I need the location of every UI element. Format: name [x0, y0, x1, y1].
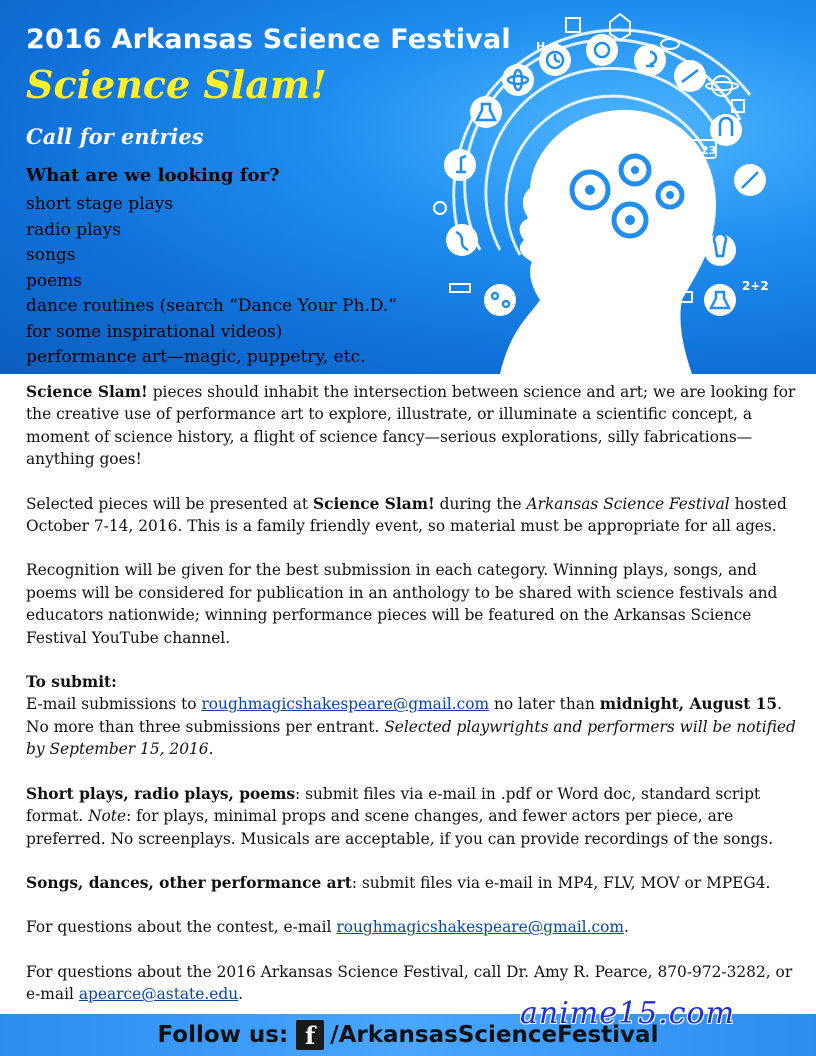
follow-us-label: Follow us:: [157, 1022, 289, 1048]
entry-types-list: [26, 192, 397, 371]
festival-name-italic: Arkansas Science Festival: [526, 494, 730, 513]
lightbulb-icon: [634, 44, 666, 76]
body-copy: [26, 381, 802, 1028]
facebook-icon[interactable]: f: [296, 1020, 324, 1050]
submit-text: E-mail submissions to: [26, 695, 202, 714]
list-item: performance art—magic, puppetry, etc.: [26, 347, 366, 367]
submit-paragraph: [26, 693, 802, 760]
looking-for-heading: What are we looking for?: [26, 165, 280, 186]
hexagon-icon: [610, 14, 630, 40]
head-silhouette: [500, 110, 716, 374]
plays-paragraph: [26, 783, 802, 850]
period: .: [238, 985, 244, 1004]
lightbulb-icon: [704, 234, 736, 266]
songs-text: : submit files via e-mail in MP4, FLV, MOV or MPEG4.: [351, 873, 771, 892]
list-item: songs: [26, 245, 76, 265]
contest-questions-paragraph: [26, 916, 802, 938]
festival-title: 2016 Arkansas Science Festival: [26, 24, 511, 55]
disc-icon: [661, 39, 679, 49]
sum-label: 2+2: [742, 279, 769, 293]
plays-text: : submit files via e-mail in .pdf or Word doc, standard script format.: [26, 784, 761, 826]
science-slam-bold: Science Slam!: [312, 494, 435, 513]
presentation-text: during the: [434, 494, 527, 513]
flask-icon: [470, 96, 502, 128]
submission-email-link[interactable]: roughmagicshakespeare@gmail.com: [201, 695, 490, 714]
notification-note: Selected playwrights and performers will be notified by September 15, 2016.: [26, 717, 796, 759]
contest-questions-text: For questions about the contest, e-mail: [26, 918, 337, 937]
submit-text: . No more than three submissions per entrant.: [26, 695, 782, 736]
presentation-text: hosted October 7-14, 2016. This is a family friendly event, so material must be appropriate for all ages.: [26, 494, 787, 536]
presentation-text: Selected pieces will be presented at: [26, 494, 313, 513]
target-icon: [434, 202, 446, 214]
science-slam-title: Science Slam!: [26, 62, 327, 107]
note-label: Note: [88, 807, 127, 826]
songs-lead: Songs, dances, other performance art: [26, 873, 352, 892]
to-submit-heading: To submit:: [26, 673, 117, 692]
science-head-illustration: [420, 0, 816, 374]
deadline: midnight, August 15: [599, 695, 778, 714]
period: .: [623, 918, 629, 937]
festival-questions-text: For questions about the 2016 Arkansas Science Festival, call Dr. Amy R. Pearce, 870-972-3282, or e-mail: [26, 962, 793, 1004]
h2o-label: H₂O: [536, 40, 560, 53]
intro-paragraph: [26, 381, 802, 471]
call-for-entries: Call for entries: [26, 124, 204, 149]
gear-icon: [586, 34, 618, 66]
header-banner: [0, 0, 816, 374]
list-item: poems: [26, 270, 83, 291]
plays-text: : for plays, minimal props and scene changes, and fewer actors per piece, are preferred. No screenplays. Musicals are acceptable, if you can provide recordings of the songs.: [26, 807, 774, 848]
list-item: radio plays: [26, 219, 122, 240]
plays-lead: Short plays, radio plays, poems: [26, 784, 296, 803]
flask-icon: [704, 284, 736, 316]
cube-icon: [566, 18, 580, 32]
ruler-icon: [450, 284, 470, 292]
submit-text: no later than: [489, 695, 600, 714]
sqrt-label: √123: [686, 144, 717, 157]
intro-text: pieces should inhabit the intersection between science and art; we are looking for the creative use of performance art to explore, illustrate, or illuminate a scientific concept, a moment of science history, a flight of science fancy—serious explorations, silly fabrications—anything goes!: [26, 383, 796, 469]
presentation-paragraph: [26, 493, 802, 538]
festival-email-link[interactable]: apearce@astate.edu: [78, 985, 239, 1004]
contest-email-link[interactable]: roughmagicshakespeare@gmail.com: [336, 918, 624, 937]
list-item: for some inspirational videos): [26, 321, 283, 342]
recognition-paragraph: Recognition will be given for the best submission in each category. Winning plays, songs, and poems will be considered for publication in an anthology to be shared with science festivals and educators nationwide; winning performance pieces will be featured on the Arkansas Science Festival YouTube channel.: [26, 561, 778, 647]
molecule-icon: [484, 284, 516, 316]
songs-paragraph: [26, 872, 802, 894]
watermark: anime15.com: [520, 996, 736, 1031]
science-slam-lead: Science Slam!: [26, 383, 148, 401]
list-item: dance routines (search “Dance Your Ph.D.”: [26, 296, 397, 316]
facebook-handle[interactable]: /ArkansasScienceFestival: [330, 1022, 659, 1048]
list-item: short stage plays: [26, 194, 174, 214]
